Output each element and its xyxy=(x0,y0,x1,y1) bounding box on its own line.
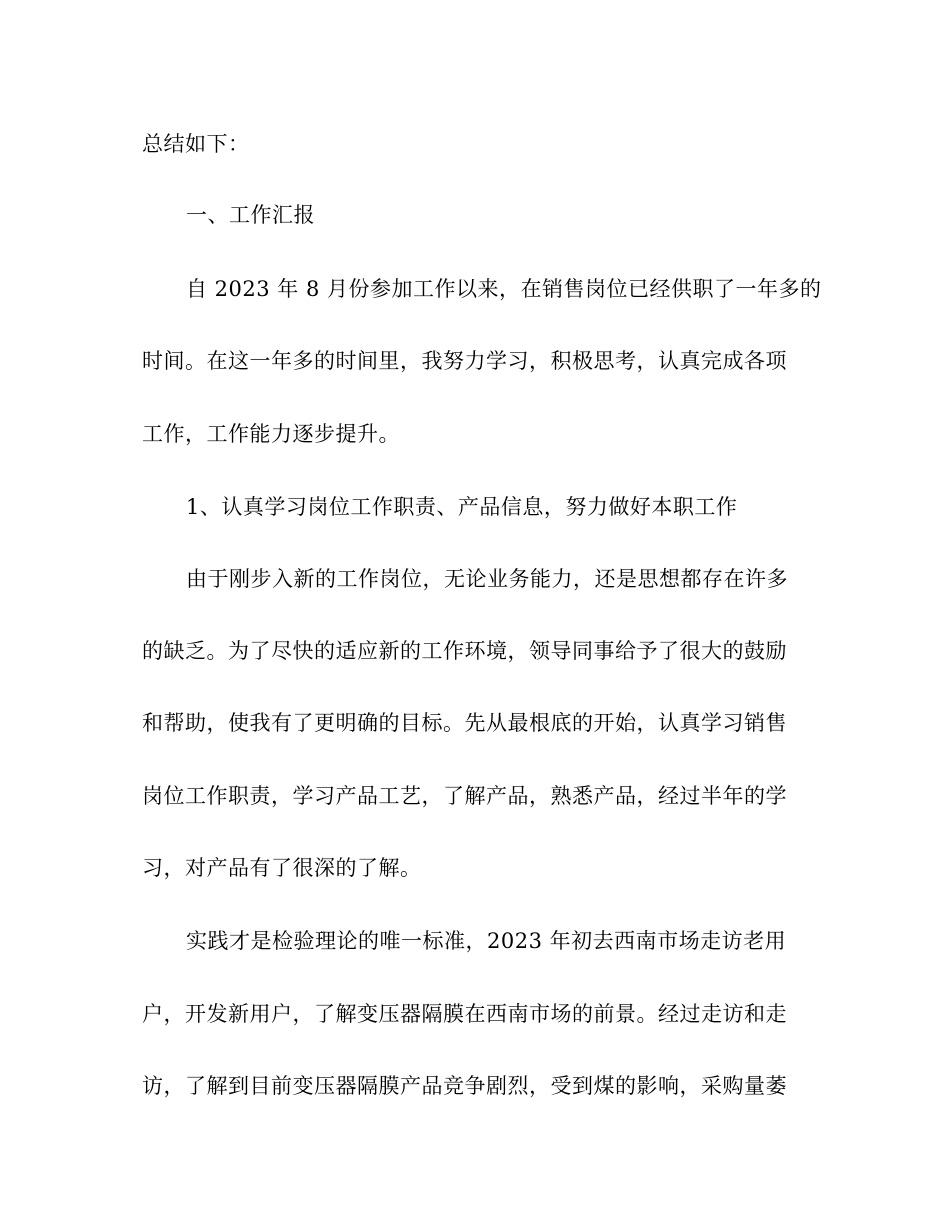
paragraph-line: 和帮助，使我有了更明确的目标。先从最根底的开始，认真学习销售 xyxy=(142,711,787,735)
paragraph-line: 时间。在这一年多的时间里，我努力学习，积极思考，认真完成各项 xyxy=(142,349,787,373)
subsection-heading-1: 1、认真学习岗位工作职责、产品信息，努力做好本职工作 xyxy=(186,495,738,519)
paragraph-line: 岗位工作职责，学习产品工艺，了解产品，熟悉产品，经过半年的学 xyxy=(142,784,787,808)
paragraph-line: 访，了解到目前变压器隔膜产品竞争剧烈，受到煤的影响，采购量萎 xyxy=(142,1074,787,1098)
paragraph-line: 习，对产品有了很深的了解。 xyxy=(142,856,422,880)
paragraph-line: 工作，工作能力逐步提升。 xyxy=(142,422,400,446)
paragraph-line: 实践才是检验理论的唯一标准，2023 年初去西南市场走访老用 xyxy=(186,929,787,953)
paragraph-line: 由于刚步入新的工作岗位，无论业务能力，还是思想都存在许多 xyxy=(186,567,788,591)
paragraph-line: 户，开发新用户，了解变压器隔膜在西南市场的前景。经过走访和走 xyxy=(142,1002,787,1026)
paragraph-line: 的缺乏。为了尽快的适应新的工作环境，领导同事给予了很大的鼓励 xyxy=(142,639,787,663)
text-line-summary-intro: 总结如下： xyxy=(142,132,250,156)
section-heading-work-report: 一、工作汇报 xyxy=(186,203,315,227)
paragraph-line: 自 2023 年 8 月份参加工作以来，在销售岗位已经供职了一年多的 xyxy=(186,277,822,301)
